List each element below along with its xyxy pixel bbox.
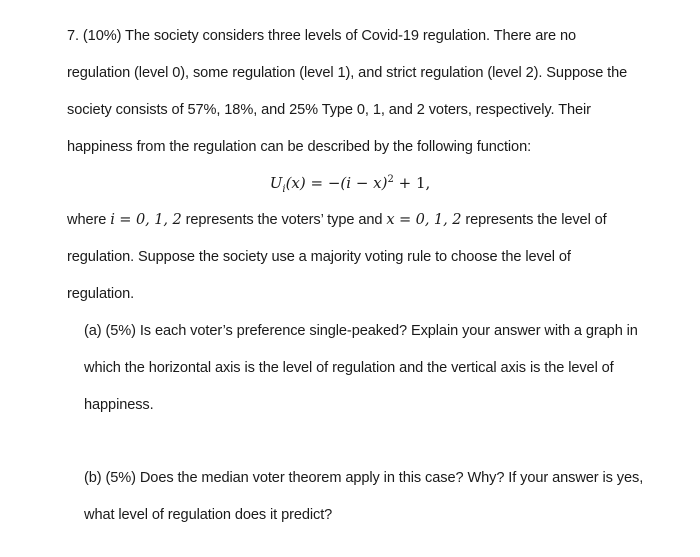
after-line-1: regulation. Suppose the society use a majority voting rule to choose the level of bbox=[67, 249, 571, 265]
where-math-x: x = 0, 1, 2 bbox=[386, 211, 462, 228]
where-text-1: where bbox=[67, 212, 111, 228]
intro-line-1: 7. (10%) The society considers three levels of Covid-19 regulation. There are no bbox=[67, 28, 577, 44]
where-math-i: i = 0, 1, 2 bbox=[110, 211, 182, 228]
utility-equation bbox=[0, 174, 700, 195]
equation-arg: (x) = −(i − x) bbox=[285, 174, 388, 192]
equation-lhs: U bbox=[269, 174, 283, 192]
after-line-2: regulation. bbox=[67, 286, 135, 302]
part-a-line-3: happiness. bbox=[84, 397, 154, 413]
part-a-line-1: (a) (5%) Is each voter’s preference single-peaked? Explain your answer with a graph in bbox=[84, 323, 638, 339]
equation-exponent: 2 bbox=[387, 174, 394, 185]
where-text-2: represents the voters’ type and bbox=[181, 212, 387, 228]
intro-line-2: regulation (level 0), some regulation (level 1), and strict regulation (level 2). Suppose the bbox=[67, 65, 628, 81]
equation-subscript: i bbox=[282, 184, 286, 195]
where-line bbox=[67, 211, 607, 229]
intro-line-4: happiness from the regulation can be described by the following function: bbox=[67, 139, 532, 155]
part-a-line-2: which the horizontal axis is the level of regulation and the vertical axis is the level of bbox=[84, 360, 614, 376]
intro-line-3: society consists of 57%, 18%, and 25% Type 0, 1, and 2 voters, respectively. Their bbox=[67, 102, 591, 118]
equation-rhs: + 1, bbox=[393, 174, 431, 192]
part-b-line-2: what level of regulation does it predict? bbox=[84, 507, 333, 523]
where-text-3: represents the level of bbox=[461, 212, 607, 228]
part-b-line-1: (b) (5%) Does the median voter theorem apply in this case? Why? If your answer is yes, bbox=[84, 470, 644, 486]
